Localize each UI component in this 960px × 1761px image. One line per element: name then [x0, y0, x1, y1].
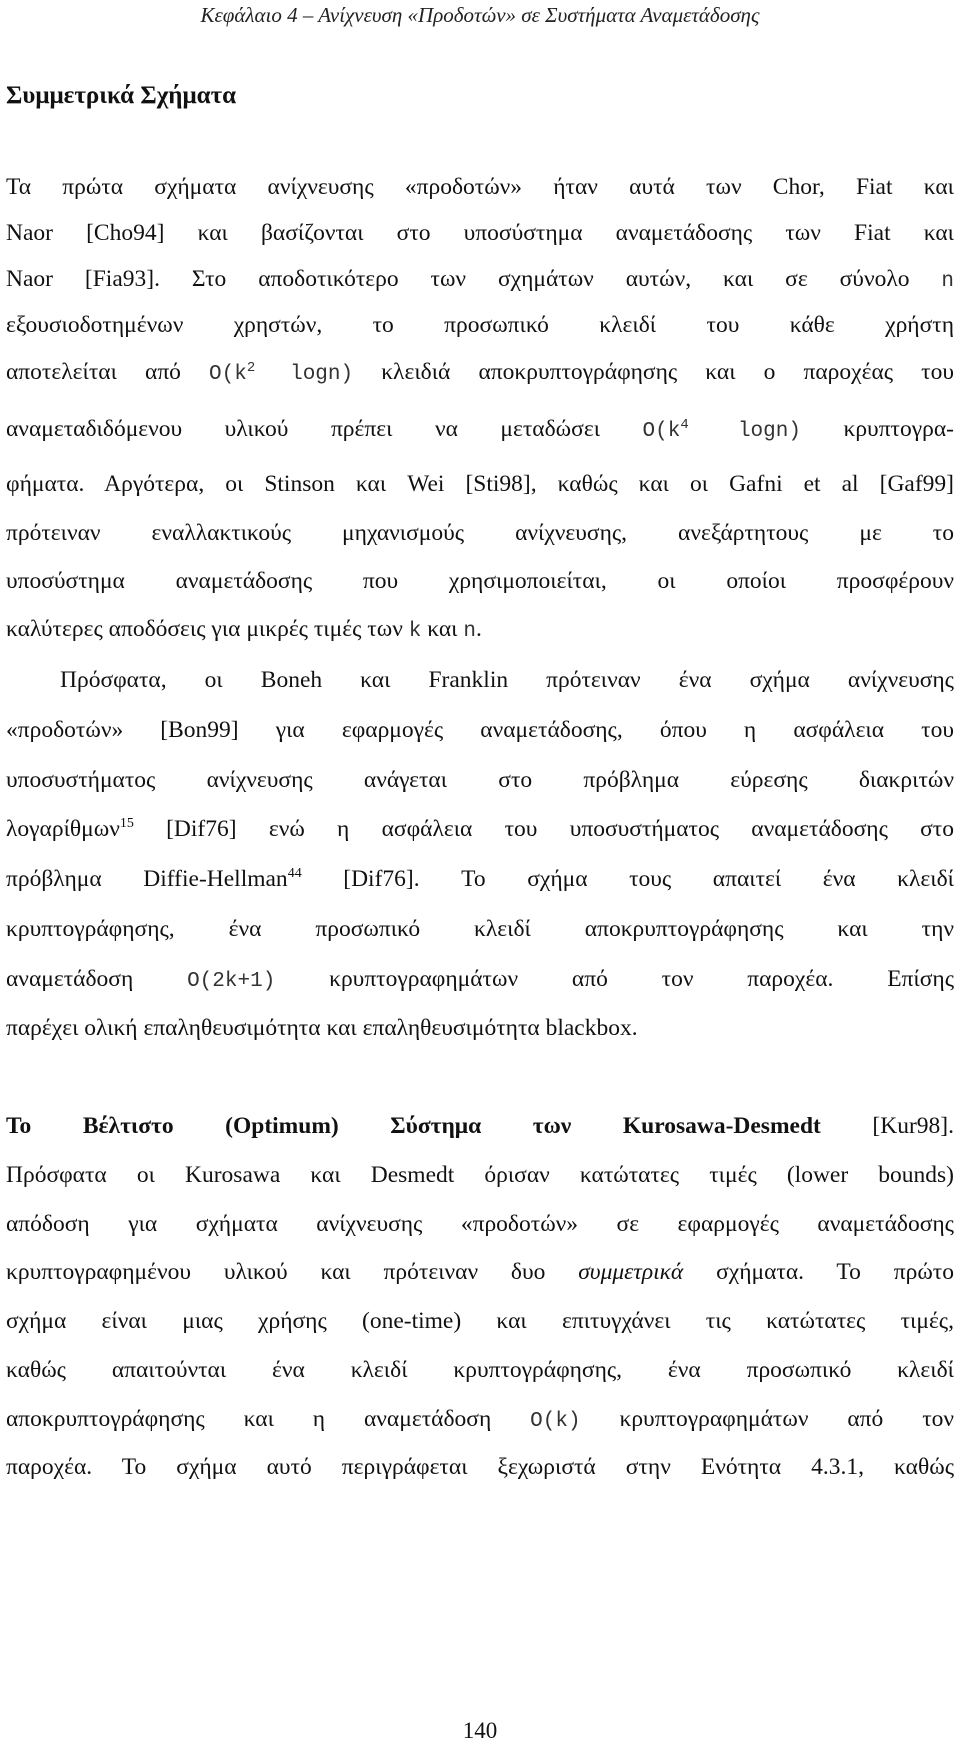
text-line: πρότειναν εναλλακτικούς μηχανισμούς ανίχνευσης, ανεξάρτητους με το — [6, 520, 954, 546]
math-variable-k: k — [408, 620, 422, 643]
text-segment: πρόβλημα Diffie-Hellman — [6, 866, 288, 892]
text-line: παρέχει ολική επαληθευσιμότητα και επαληθευσιμότητα blackbox. — [6, 1015, 638, 1041]
text-segment: καλύτερες αποδόσεις για μικρές τιμές των — [6, 616, 403, 642]
text-segment: κρυπτογραφημένου υλικού και πρότειναν δυο — [6, 1259, 579, 1285]
math-formula — [209, 360, 354, 386]
text-line: Τα πρώτα σχήματα ανίχνευσης «προδοτών» ήταν αυτά των Chor, Fiat και — [6, 174, 954, 200]
text-segment: . — [475, 616, 482, 642]
text-segment: αποτελείται από — [6, 359, 181, 385]
text-segment: σχήματα. Το πρώτο — [683, 1259, 954, 1285]
text-line — [6, 1113, 954, 1140]
footnote-marker: 44 — [287, 866, 302, 882]
text-line — [6, 866, 954, 893]
page-number: 140 — [462, 1718, 498, 1743]
citation: [Kur98]. — [820, 1113, 954, 1139]
text-segment: κλειδιά αποκρυπτογράφησης και ο παροχέας του — [381, 359, 954, 385]
text-segment: Naor [Fia93]. Στο αποδοτικότερο των σχημάτων αυτών, και σε σύνολο — [6, 266, 910, 292]
text-line: Πρόσφατα οι Kurosawa και Desmedt όρισαν κατώτατες τιμές (lower bounds) — [6, 1162, 954, 1188]
text-line: σχήμα είναι μιας χρήσης (one-time) και επιτυγχάνει τις κατώτατες τιμές, — [6, 1308, 954, 1334]
text-line: Naor [Cho94] και βασίζονται στο υποσύστημα αναμετάδοσης των Fiat και — [6, 220, 954, 246]
text-segment: αναμετάδοση — [6, 966, 134, 992]
formula-part: O(k — [209, 363, 247, 386]
text-segment: και — [427, 616, 458, 642]
text-line: κρυπτογράφησης, ένα προσωπικό κλειδί αποκρυπτογράφησης και την — [6, 916, 954, 942]
text-line — [6, 1259, 954, 1286]
text-line: υποσυστήματος ανίχνευσης ανάγεται στο πρόβλημα εύρεσης διακριτών — [6, 767, 954, 793]
text-line — [6, 359, 954, 386]
section-heading: Συμμετρικά Σχήματα — [6, 82, 237, 109]
text-segment: λογαρίθμων — [6, 816, 120, 842]
text-line — [6, 1406, 954, 1433]
text-line: «προδοτών» [Bon99] για εφαρμογές αναμετάδοσης, όπου η ασφάλεια του — [6, 717, 954, 743]
math-formula: O(2k+1) — [187, 970, 276, 993]
math-variable-n: n — [941, 270, 954, 293]
text-line — [6, 616, 954, 643]
text-line — [6, 266, 954, 293]
math-formula: O(k) — [530, 1410, 581, 1433]
text-line: καθώς απαιτούνται ένα κλειδί κρυπτογράφησης, ένα προσωπικό κλειδί — [6, 1357, 954, 1383]
text-line — [6, 816, 954, 843]
formula-exponent: 2 — [246, 360, 256, 376]
formula-part: logn) — [688, 420, 801, 443]
text-line: εξουσιοδοτημένων χρηστών, το προσωπικό κλειδί του κάθε χρήστη — [6, 312, 954, 338]
text-segment: [Dif76] ενώ η ασφάλεια του υποσυστήματος αναμετάδοσης στο — [133, 816, 954, 842]
text-line: Πρόσφατα, οι Boneh και Franklin πρότειναν ένα σχήμα ανίχνευσης — [60, 667, 954, 693]
math-formula — [642, 417, 801, 443]
text-segment: κρυπτογραφημάτων από τον — [619, 1406, 955, 1432]
formula-part: logn) — [255, 363, 354, 386]
text-line — [6, 966, 954, 993]
text-segment: [Dif76]. Το σχήμα τους απαιτεί ένα κλειδί — [301, 866, 954, 892]
text-line: υποσύστημα αναμετάδοσης που χρησιμοποιείται, οι οποίοι προσφέρουν — [6, 568, 954, 594]
emphasis: συμμετρικά — [578, 1259, 684, 1285]
footnote-marker: 15 — [119, 816, 134, 832]
running-header: Κεφάλαιο 4 – Ανίχνευση «Προδοτών» σε Συστήματα Αναμετάδοσης — [200, 3, 760, 27]
text-line: φήματα. Αργότερα, οι Stinson και Wei [Sti98], καθώς και οι Gafni et al [Gaf99] — [6, 471, 954, 497]
formula-exponent: 4 — [680, 417, 689, 433]
text-segment: κρυπτογρα- — [843, 416, 954, 442]
math-variable-n: n — [463, 620, 476, 643]
text-line: απόδοση για σχήματα ανίχνευσης «προδοτών» σε εφαρμογές αναμετάδοσης — [6, 1211, 954, 1237]
formula-part: O(k — [642, 420, 681, 443]
text-segment: αποκρυπτογράφησης και η αναμετάδοση — [6, 1406, 492, 1432]
text-line: παροχέα. Το σχήμα αυτό περιγράφεται ξεχωριστά στην Ενότητα 4.3.1, καθώς — [6, 1454, 954, 1480]
paragraph-title: Το Βέλτιστο (Optimum) Σύστημα των Kurosawa-Desmedt — [6, 1113, 821, 1139]
text-segment: κρυπτογραφημάτων από τον παροχέα. Επίσης — [329, 966, 955, 992]
text-segment: αναμεταδιδόμενου υλικού πρέπει να μεταδώσει — [6, 416, 601, 442]
text-line — [6, 416, 954, 443]
